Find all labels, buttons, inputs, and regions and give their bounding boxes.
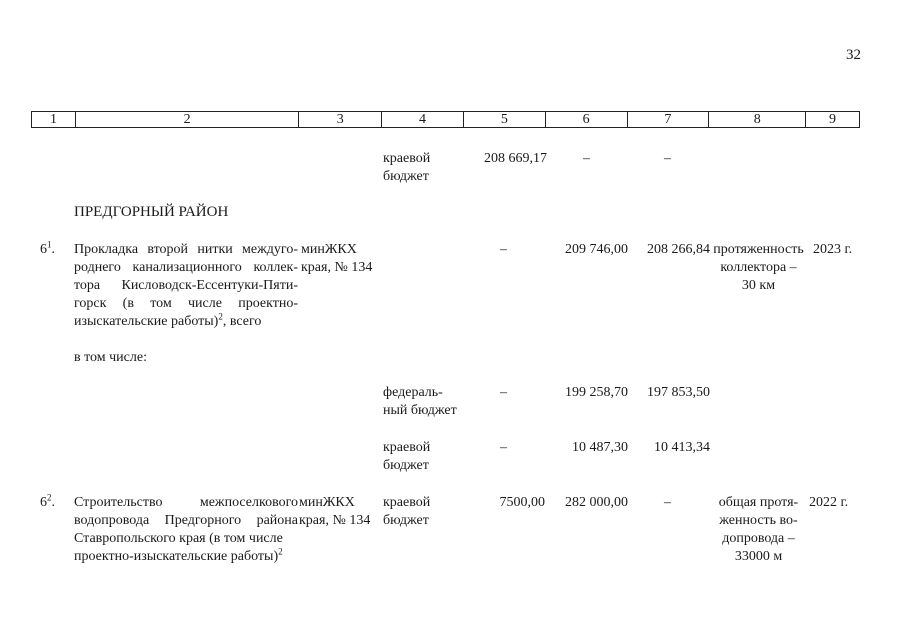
row0-col5-value: 208 669,17: [484, 151, 547, 166]
desc-line: горск (в том числе проектно-: [74, 296, 298, 311]
item1-number: $6^1$.: [40, 239, 55, 257]
column-header-8: 8: [709, 112, 806, 127]
item2-source: краевой бюджет: [383, 495, 431, 528]
column-header-5: 5: [464, 112, 546, 127]
item1-sub1-col5-value: –: [500, 385, 507, 400]
source-line: краевой: [383, 151, 431, 166]
item1-sub2-col6-value: 10 487,30: [572, 440, 628, 455]
item1-year: 2023 г.: [813, 242, 853, 257]
source-line: бюджет: [383, 169, 429, 184]
item2-description: [74, 494, 298, 566]
item2-col7-value: –: [664, 495, 671, 510]
column-header-7: 7: [628, 112, 710, 127]
column-header-3: 3: [299, 112, 382, 127]
row0-col6-value: –: [583, 151, 590, 166]
column-header-2: 2: [76, 112, 299, 127]
item2-col6-value: 282 000,00: [565, 495, 628, 510]
item2-responsible: минЖКХ края, № 134: [299, 495, 371, 528]
item1-responsible: минЖКХ края, № 134: [301, 242, 373, 275]
item1-sub1-col7-value: 197 853,50: [647, 385, 710, 400]
desc-line: Ставропольского края (в том числе: [74, 531, 283, 546]
column-header-6: 6: [546, 112, 628, 127]
item1-description: [74, 241, 298, 331]
item2-indicator: общая протя- женность во- допровода – 33000 м: [718, 495, 799, 564]
page-number: 32: [846, 47, 861, 63]
item1-sub2-col7-value: 10 413,34: [654, 440, 710, 455]
item1-sub2-col5-value: –: [500, 440, 507, 455]
item1-col5-value: –: [500, 242, 507, 257]
section-title: ПРЕДГОРНЫЙ РАЙОН: [74, 204, 229, 220]
desc-line: роднего канализационного коллек-: [74, 260, 298, 275]
item1-sub1-col6-value: 199 258,70: [565, 385, 628, 400]
row0-col7-value: –: [664, 151, 671, 166]
desc-line: Прокладка второй нитки междуго-: [74, 242, 298, 257]
item1-indicator: протяженность коллектора – 30 км: [713, 242, 804, 293]
item1-col6-value: 209 746,00: [565, 242, 628, 257]
item1-sub1-source: федераль- ный бюджет: [383, 385, 457, 418]
item2-col5-value: 7500,00: [499, 495, 545, 510]
row0-source: [383, 150, 430, 186]
desc-line-last: изыскательские работы)$^2$, всего: [74, 311, 262, 329]
desc-line: тора Кисловодск-Ессентуки-Пяти-: [74, 278, 298, 293]
column-header-4: 4: [382, 112, 464, 127]
desc-line: водопровода Предгорного района: [74, 513, 298, 528]
item1-sub2-source: краевой бюджет: [383, 440, 431, 473]
column-header-9: 9: [829, 112, 837, 127]
desc-line-last: проектно-изыскательские работы)$^2$: [74, 546, 283, 564]
desc-line: Строительство межпоселкового: [74, 495, 298, 510]
item2-number: $6^2$.: [40, 492, 55, 510]
column-header-row: [31, 111, 860, 128]
item1-col7-value: 208 266,84: [647, 242, 710, 257]
column-header-1: 1: [32, 112, 76, 127]
in-that-number-label: в том числе:: [74, 350, 147, 365]
item2-year: 2022 г.: [809, 495, 849, 510]
